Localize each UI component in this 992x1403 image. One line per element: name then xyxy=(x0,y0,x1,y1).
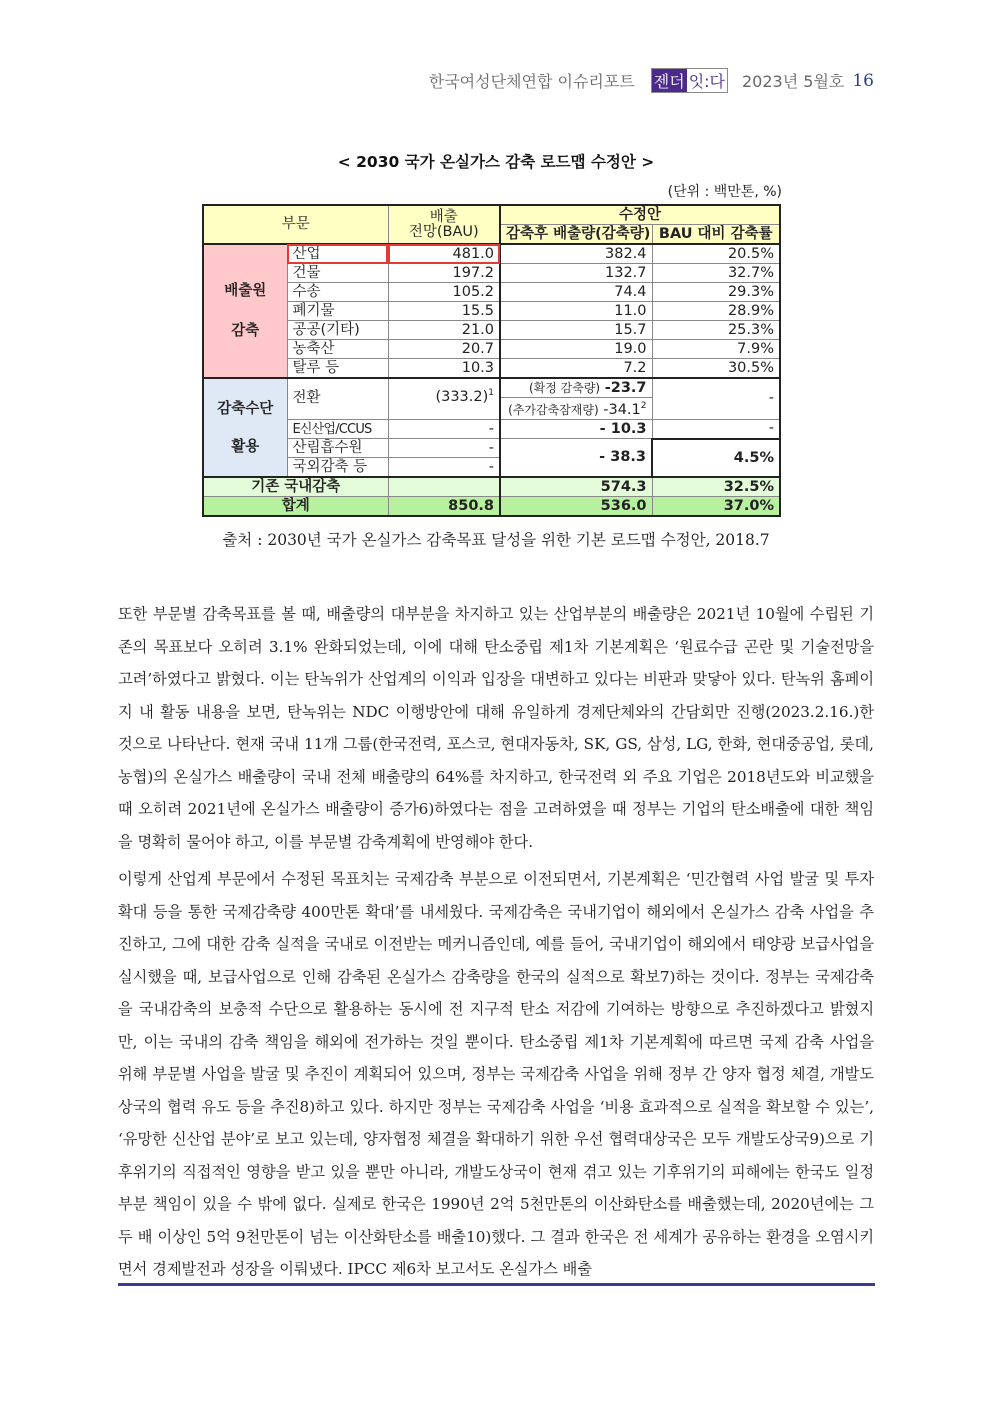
bau-value xyxy=(388,378,500,419)
rate-value: 28.9% xyxy=(652,302,780,321)
after-value: 15.7 xyxy=(500,321,652,340)
bau-value: - xyxy=(388,419,500,439)
after-value: 574.3 xyxy=(500,477,652,497)
bau-value: 197.2 xyxy=(388,264,500,283)
table-row xyxy=(203,244,780,264)
rate-value: 4.5% xyxy=(652,439,780,478)
table-row xyxy=(203,264,780,283)
group-measures xyxy=(203,378,287,477)
logo-part1: 젠더 xyxy=(652,69,687,92)
group-emissions-line2: 감축 xyxy=(231,323,260,339)
sector-name: 탈루 등 xyxy=(287,359,388,379)
issue-date: 2023년 5월호 xyxy=(742,72,845,91)
table-unit: (단위 : 백만톤, %) xyxy=(667,184,782,200)
after-value: 11.0 xyxy=(500,302,652,321)
table-row xyxy=(203,359,780,379)
sector-name: 산림흡수원 xyxy=(287,439,388,458)
group-emissions xyxy=(203,244,287,378)
header-rate: BAU 대비 감축률 xyxy=(652,225,780,245)
after-value: - 38.3 xyxy=(500,439,652,478)
table-row xyxy=(203,378,780,398)
sector-name: 폐기물 xyxy=(287,302,388,321)
paragraph-text: 이렇게 산업계 부문에서 수정된 목표치는 국제감축 부분으로 이전되면서, 기본계획은 ‘민간협력 사업 발굴 및 투자 확대 등을 통한 국제감축량 400만톤 확대’를 내세웠다. 국제감축은 국내기업이 해외에서 온실가스 감축 사업을 추진하고, 그에 대한 감축 실적을 국내로 이전받는 메커니즘인데, 예를 들어, 국내기업이 해외에서 태양광 보급사업을 실시했을 때, 보급사업으로 인해 감축된 온실가스 감축량을 한국의 실적으로 확보7)하는 것이다. 정부는 국제감축을 국내감축의 보충적 수단으로 활용하는 동시에 전 지구적 탄소 저감에 기여하는 방향으로 추진하겠다고 밝혔지만, 이는 국내의 감축 책임을 해외에 전가하는 것일 뿐이다. 탄소중립 제1차 기본계획에 따르면 국제 감축 사업을 위해 부문별 사업을 발굴 및 추진이 계획되어 있으며, 정부는 국제감축 사업을 위해 정부 간 양자 협정 체결, 개발도상국의 협력 유도 등을 추진8)하고 있다. 하지만 정부는 국제감축 사업을 ‘비용 효과적으로 실적을 확보할 수 있는’, ‘유망한 신산업 분야’로 보고 있는데, 양자협정 체결을 확대하기 위한 우선 협력대상국은 모두 개발도상국9)으로 기후위기의 직접적인 영향을 받고 있을 뿐만 아니라, 개발도상국이 현재 겪고 있는 기후위기의 피해에는 한국도 일정부분 책임이 있을 수 밖에 없다. 실제로 한국은 1990년 2억 5천만톤의 이산화탄소를 배출했는데, 2020년에는 그 두 배 이상인 5억 9천만톤이 넘는 이산화탄소를 배출10)했다. 그 결과 한국은 전 세계가 공유하는 환경을 오염시키면서 경제발전과 성장을 이뤄냈다. IPCC 제6차 보고서도 온실가스 배출 xyxy=(118,870,874,1278)
header-row-1 xyxy=(203,205,780,225)
header-after: 감축후 배출량(감축량) xyxy=(500,225,652,245)
logo xyxy=(651,68,728,93)
table-row xyxy=(203,419,780,439)
rate-value: 20.5% xyxy=(652,244,780,264)
bau-value xyxy=(388,477,500,497)
bau-value-text: (333.2) xyxy=(435,388,489,405)
rate-value: 37.0% xyxy=(652,497,780,517)
after-value: - 10.3 xyxy=(500,419,652,439)
bau-value: - xyxy=(388,458,500,478)
rate-value: - xyxy=(652,378,780,419)
additional-label: (추가감축잠재량) xyxy=(508,402,599,417)
total-label: 합계 xyxy=(203,497,388,517)
bau-value: - xyxy=(388,439,500,458)
footnote-ref: 1 xyxy=(488,388,495,398)
group-measures-line1: 감축수단 xyxy=(217,400,274,417)
org-name: 한국여성단체연합 이슈리포트 xyxy=(428,72,635,91)
group-emissions-line1: 배출원 xyxy=(224,283,267,299)
bau-value: 15.5 xyxy=(388,302,500,321)
sector-name: 국외감축 등 xyxy=(287,458,388,478)
header-bau-line1: 배출 xyxy=(429,208,458,225)
sector-name: 농축산 xyxy=(287,340,388,359)
table-row xyxy=(203,283,780,302)
roadmap-table xyxy=(202,204,781,517)
table-row xyxy=(203,439,780,458)
sector-name: 공공(기타) xyxy=(287,321,388,340)
rate-value: 32.7% xyxy=(652,264,780,283)
after-value: 19.0 xyxy=(500,340,652,359)
bau-value: 105.2 xyxy=(388,283,500,302)
confirmed-reduction xyxy=(500,378,652,398)
sector-name: 수송 xyxy=(287,283,388,302)
body-paragraph-1 xyxy=(118,598,874,858)
domestic-row xyxy=(203,477,780,497)
rate-value: 30.5% xyxy=(652,359,780,379)
after-value: 382.4 xyxy=(500,244,652,264)
sector-name: 건물 xyxy=(287,264,388,283)
header-bau xyxy=(388,205,500,244)
footnote-ref: 2 xyxy=(640,401,647,411)
rate-value: 7.9% xyxy=(652,340,780,359)
after-value: 132.7 xyxy=(500,264,652,283)
sector-name: 산업 xyxy=(287,244,388,264)
header-revised: 수정안 xyxy=(500,205,780,225)
after-value: 74.4 xyxy=(500,283,652,302)
after-value: 536.0 xyxy=(500,497,652,517)
table-source: 출처 : 2030년 국가 온실가스 감축목표 달성을 위한 기본 로드맵 수정안, 2018.7 xyxy=(222,531,770,549)
header-bau-line2: 전망(BAU) xyxy=(408,223,479,240)
bau-value: 20.7 xyxy=(388,340,500,359)
bau-value: 850.8 xyxy=(388,497,500,517)
rate-value: 25.3% xyxy=(652,321,780,340)
bau-value: 10.3 xyxy=(388,359,500,379)
table-title: < 2030 국가 온실가스 감축 로드맵 수정안 > xyxy=(337,153,655,171)
additional-reduction xyxy=(500,398,652,420)
rate-value: - xyxy=(652,419,780,439)
after-value: 7.2 xyxy=(500,359,652,379)
total-row xyxy=(203,497,780,517)
bau-value: 21.0 xyxy=(388,321,500,340)
confirmed-label: (확정 감축량) xyxy=(528,380,601,395)
domestic-label: 기존 국내감축 xyxy=(203,477,388,497)
bau-value: 481.0 xyxy=(388,244,500,264)
sector-name: E신산업/CCUS xyxy=(287,419,388,439)
footer-divider xyxy=(118,1283,875,1286)
table-row xyxy=(203,321,780,340)
header-sector: 부문 xyxy=(203,205,388,244)
additional-value: -34.1 xyxy=(603,401,641,418)
page-header xyxy=(429,68,874,93)
body-paragraph-2 xyxy=(118,863,874,1286)
page-number: 16 xyxy=(852,70,874,91)
table-row xyxy=(203,340,780,359)
table-row xyxy=(203,302,780,321)
confirmed-value: -23.7 xyxy=(604,379,647,396)
paragraph-text: 또한 부문별 감축목표를 볼 때, 배출량의 대부분을 차지하고 있는 산업부분의 배출량은 2021년 10월에 수립된 기존의 목표보다 오히려 3.1% 완화되었는데, 이에 대해 탄소중립 제1차 기본계획은 ‘원료수급 곤란 및 기술전망을 고려’하였다고 밝혔다. 이는 탄녹위가 산업계의 이익과 입장을 대변하고 있다는 비판과 맞닿아 있다. 탄녹위 홈페이지 내 활동 내용을 보면, 탄녹위는 NDC 이행방안에 대해 유일하게 경제단체와의 간담회만 진행(2023.2.16.)한 것으로 나타난다. 현재 국내 11개 그룹(한국전력, 포스코, 현대자동차, SK, GS, 삼성, LG, 한화, 현대중공업, 롯데, 농협)의 온실가스 배출량이 국내 전체 배출량의 64%를 차지하고, 한국전력 외 주요 기업은 2018년도와 비교했을 때 오히려 2021년에 온실가스 배출량이 증가6)하였다는 점을 고려하였을 때 정부는 기업의 탄소배출에 대한 책임을 명확히 물어야 하고, 이를 부문별 감축계획에 반영해야 한다. xyxy=(118,605,874,851)
rate-value: 32.5% xyxy=(652,477,780,497)
sector-name: 전환 xyxy=(287,378,388,419)
rate-value: 29.3% xyxy=(652,283,780,302)
logo-part2: 잇:다 xyxy=(687,69,727,92)
group-measures-line2: 활용 xyxy=(231,438,260,455)
